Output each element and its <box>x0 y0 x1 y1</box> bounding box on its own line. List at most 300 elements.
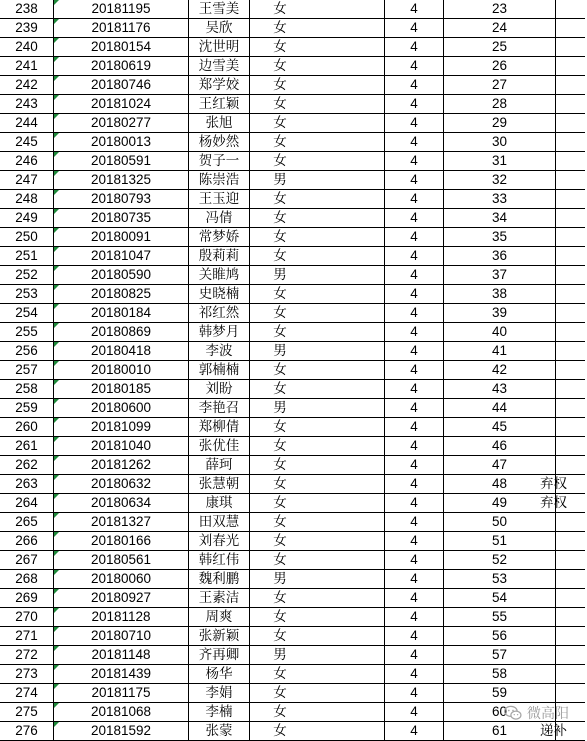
note-cell <box>556 38 586 57</box>
group-cell: 4 <box>385 361 444 380</box>
gender-cell: 女 <box>250 0 311 19</box>
rank-cell: 39 <box>444 304 556 323</box>
text-format-marker-icon <box>54 228 59 233</box>
student-id-cell: 20180927 <box>54 589 189 608</box>
student-id-cell: 20180735 <box>54 209 189 228</box>
group-cell: 4 <box>385 437 444 456</box>
note-cell <box>556 513 586 532</box>
row-number-cell: 260 <box>0 418 54 437</box>
note-cell <box>540 475 586 494</box>
table-row <box>0 627 585 646</box>
group-cell: 4 <box>385 76 444 95</box>
student-id-cell: 20180154 <box>54 38 189 57</box>
name-cell: 韩梦月 <box>189 323 250 342</box>
empty-cell <box>310 418 385 437</box>
table-row <box>0 608 585 627</box>
empty-cell <box>310 494 385 513</box>
name-cell: 张新颖 <box>189 627 250 646</box>
gender-cell: 女 <box>250 285 311 304</box>
table-row <box>0 152 585 171</box>
table-row <box>0 532 585 551</box>
row-number-cell: 250 <box>0 228 54 247</box>
row-number-cell: 264 <box>0 494 54 513</box>
note-cell <box>556 133 586 152</box>
name-cell: 王雪美 <box>189 0 250 19</box>
name-cell: 陈崇浩 <box>189 171 250 190</box>
student-id-cell: 20180277 <box>54 114 189 133</box>
table-row <box>0 665 585 684</box>
text-format-marker-icon <box>54 57 59 62</box>
name-cell: 沈世明 <box>189 38 250 57</box>
group-cell: 4 <box>385 551 444 570</box>
group-cell: 4 <box>385 608 444 627</box>
name-cell: 杨华 <box>189 665 250 684</box>
student-id-cell: 20181175 <box>54 684 189 703</box>
table-row <box>0 266 585 285</box>
rank-cell: 40 <box>444 323 556 342</box>
name-cell: 田双慧 <box>189 513 250 532</box>
name-cell: 关睢鸠 <box>189 266 250 285</box>
gender-cell: 女 <box>250 437 311 456</box>
text-format-marker-icon <box>54 247 59 252</box>
row-number-cell: 267 <box>0 551 54 570</box>
rank-cell: 30 <box>444 133 556 152</box>
empty-cell <box>310 722 385 741</box>
empty-cell <box>310 589 385 608</box>
group-cell: 4 <box>385 228 444 247</box>
gender-cell: 女 <box>250 551 311 570</box>
group-cell: 4 <box>385 38 444 57</box>
rank-cell: 32 <box>444 171 556 190</box>
student-id-cell: 20180091 <box>54 228 189 247</box>
row-number-cell: 276 <box>0 722 54 741</box>
rank-cell: 51 <box>444 532 556 551</box>
empty-cell <box>310 532 385 551</box>
note-text: 弃权 <box>540 495 567 510</box>
empty-cell <box>310 247 385 266</box>
student-id-cell: 20181040 <box>54 437 189 456</box>
gender-cell: 男 <box>250 171 311 190</box>
group-cell: 4 <box>385 627 444 646</box>
group-cell: 4 <box>385 304 444 323</box>
note-cell <box>556 456 586 475</box>
name-cell: 张蒙 <box>189 722 250 741</box>
name-cell: 吴欣 <box>189 19 250 38</box>
text-format-marker-icon <box>54 285 59 290</box>
name-cell: 边雪美 <box>189 57 250 76</box>
gender-cell: 女 <box>250 76 311 95</box>
rank-cell: 54 <box>444 589 556 608</box>
gender-cell: 女 <box>250 589 311 608</box>
empty-cell <box>310 456 385 475</box>
row-number-cell: 242 <box>0 76 54 95</box>
text-format-marker-icon <box>54 551 59 556</box>
name-cell: 王素洁 <box>189 589 250 608</box>
text-format-marker-icon <box>54 399 59 404</box>
note-cell <box>556 171 586 190</box>
gender-cell: 女 <box>250 513 311 532</box>
table-row <box>0 19 585 38</box>
row-number-cell: 257 <box>0 361 54 380</box>
note-cell <box>556 209 586 228</box>
empty-cell <box>310 304 385 323</box>
gender-cell: 女 <box>250 247 311 266</box>
rank-cell: 46 <box>444 437 556 456</box>
table-row <box>0 57 585 76</box>
rank-cell: 61 <box>444 722 556 741</box>
gender-cell: 女 <box>250 114 311 133</box>
rank-cell: 33 <box>444 190 556 209</box>
gender-cell: 男 <box>250 570 311 589</box>
empty-cell <box>310 646 385 665</box>
table-row <box>0 285 585 304</box>
group-cell: 4 <box>385 114 444 133</box>
note-cell <box>556 551 586 570</box>
gender-cell: 男 <box>250 342 311 361</box>
name-cell: 冯倩 <box>189 209 250 228</box>
text-format-marker-icon <box>54 304 59 309</box>
group-cell: 4 <box>385 570 444 589</box>
name-cell: 张优佳 <box>189 437 250 456</box>
empty-cell <box>310 152 385 171</box>
note-cell <box>556 114 586 133</box>
row-number-cell: 272 <box>0 646 54 665</box>
group-cell: 4 <box>385 665 444 684</box>
name-cell: 王红颖 <box>189 95 250 114</box>
text-format-marker-icon <box>54 190 59 195</box>
name-cell: 王玉迎 <box>189 190 250 209</box>
name-cell: 郑柳倩 <box>189 418 250 437</box>
rank-cell: 50 <box>444 513 556 532</box>
row-number-cell: 274 <box>0 684 54 703</box>
empty-cell <box>310 513 385 532</box>
table-row <box>0 551 585 570</box>
row-number-cell: 263 <box>0 475 54 494</box>
note-cell <box>556 361 586 380</box>
rank-cell: 53 <box>444 570 556 589</box>
name-cell: 常梦娇 <box>189 228 250 247</box>
gender-cell: 女 <box>250 133 311 152</box>
student-id-cell: 20181024 <box>54 95 189 114</box>
row-number-cell: 253 <box>0 285 54 304</box>
rank-cell: 55 <box>444 608 556 627</box>
gender-cell: 女 <box>250 209 311 228</box>
empty-cell <box>310 627 385 646</box>
rank-cell: 23 <box>444 0 556 19</box>
table-row <box>0 95 585 114</box>
text-format-marker-icon <box>54 665 59 670</box>
empty-cell <box>310 361 385 380</box>
table-row <box>0 380 585 399</box>
note-cell <box>556 627 586 646</box>
table-row <box>0 0 585 19</box>
note-text: 弃权 <box>540 476 567 491</box>
text-format-marker-icon <box>54 627 59 632</box>
gender-cell: 女 <box>250 304 311 323</box>
name-cell: 贺子一 <box>189 152 250 171</box>
empty-cell <box>310 285 385 304</box>
table-row <box>0 722 585 741</box>
note-cell <box>556 684 586 703</box>
note-cell <box>556 304 586 323</box>
student-id-cell: 20180590 <box>54 266 189 285</box>
text-format-marker-icon <box>54 494 59 499</box>
rank-cell: 27 <box>444 76 556 95</box>
gender-cell: 女 <box>250 361 311 380</box>
row-number-cell: 247 <box>0 171 54 190</box>
text-format-marker-icon <box>54 323 59 328</box>
gender-cell: 女 <box>250 494 311 513</box>
table-row <box>0 418 585 437</box>
rank-cell: 48 <box>444 475 556 494</box>
rank-cell: 59 <box>444 684 556 703</box>
note-cell <box>556 247 586 266</box>
group-cell: 4 <box>385 494 444 513</box>
text-format-marker-icon <box>54 152 59 157</box>
rank-cell: 52 <box>444 551 556 570</box>
row-number-cell: 256 <box>0 342 54 361</box>
table-row <box>0 171 585 190</box>
text-format-marker-icon <box>54 38 59 43</box>
row-number-cell: 254 <box>0 304 54 323</box>
group-cell: 4 <box>385 95 444 114</box>
empty-cell <box>310 475 385 494</box>
group-cell: 4 <box>385 532 444 551</box>
text-format-marker-icon <box>54 570 59 575</box>
name-cell: 刘春光 <box>189 532 250 551</box>
text-format-marker-icon <box>54 114 59 119</box>
name-cell: 刘盼 <box>189 380 250 399</box>
note-cell <box>556 646 586 665</box>
note-cell <box>556 437 586 456</box>
rank-cell: 37 <box>444 266 556 285</box>
group-cell: 4 <box>385 57 444 76</box>
empty-cell <box>310 76 385 95</box>
student-id-cell: 20181325 <box>54 171 189 190</box>
gender-cell: 女 <box>250 323 311 342</box>
note-cell <box>556 665 586 684</box>
student-id-cell: 20180060 <box>54 570 189 589</box>
group-cell: 4 <box>385 475 444 494</box>
text-format-marker-icon <box>54 342 59 347</box>
student-id-cell: 20181148 <box>54 646 189 665</box>
student-id-cell: 20181592 <box>54 722 189 741</box>
group-cell: 4 <box>385 589 444 608</box>
name-cell: 祁红然 <box>189 304 250 323</box>
gender-cell: 女 <box>250 152 311 171</box>
row-number-cell: 246 <box>0 152 54 171</box>
student-id-cell: 20180869 <box>54 323 189 342</box>
group-cell: 4 <box>385 418 444 437</box>
row-number-cell: 262 <box>0 456 54 475</box>
rank-cell: 49 <box>444 494 556 513</box>
group-cell: 4 <box>385 133 444 152</box>
gender-cell: 女 <box>250 475 311 494</box>
group-cell: 4 <box>385 684 444 703</box>
rank-cell: 47 <box>444 456 556 475</box>
note-cell <box>556 532 586 551</box>
text-format-marker-icon <box>54 133 59 138</box>
group-cell: 4 <box>385 190 444 209</box>
table-row <box>0 228 585 247</box>
empty-cell <box>310 57 385 76</box>
text-format-marker-icon <box>54 589 59 594</box>
name-cell: 康琪 <box>189 494 250 513</box>
gender-cell: 女 <box>250 665 311 684</box>
name-cell: 周爽 <box>189 608 250 627</box>
group-cell: 4 <box>385 247 444 266</box>
row-number-cell: 244 <box>0 114 54 133</box>
gender-cell: 女 <box>250 608 311 627</box>
text-format-marker-icon <box>54 475 59 480</box>
text-format-marker-icon <box>54 703 59 708</box>
student-id-cell: 20180418 <box>54 342 189 361</box>
student-id-cell: 20180634 <box>54 494 189 513</box>
rank-cell: 56 <box>444 627 556 646</box>
gender-cell: 女 <box>250 38 311 57</box>
note-cell <box>556 95 586 114</box>
empty-cell <box>310 266 385 285</box>
table-row <box>0 190 585 209</box>
text-format-marker-icon <box>54 361 59 366</box>
rank-cell: 42 <box>444 361 556 380</box>
name-cell: 魏利鹏 <box>189 570 250 589</box>
text-format-marker-icon <box>54 19 59 24</box>
gender-cell: 男 <box>250 399 311 418</box>
row-number-cell: 243 <box>0 95 54 114</box>
student-id-cell: 20181047 <box>54 247 189 266</box>
table-row <box>0 247 585 266</box>
name-cell: 韩红伟 <box>189 551 250 570</box>
note-cell <box>556 19 586 38</box>
rank-cell: 43 <box>444 380 556 399</box>
row-number-cell: 252 <box>0 266 54 285</box>
group-cell: 4 <box>385 380 444 399</box>
text-format-marker-icon <box>54 646 59 651</box>
rank-cell: 36 <box>444 247 556 266</box>
group-cell: 4 <box>385 342 444 361</box>
name-cell: 史晓楠 <box>189 285 250 304</box>
text-format-marker-icon <box>54 608 59 613</box>
empty-cell <box>310 665 385 684</box>
student-id-cell: 20181327 <box>54 513 189 532</box>
table-row <box>0 399 585 418</box>
note-cell <box>556 703 586 722</box>
text-format-marker-icon <box>54 456 59 461</box>
group-cell: 4 <box>385 0 444 19</box>
student-id-cell: 20181439 <box>54 665 189 684</box>
empty-cell <box>310 380 385 399</box>
row-number-cell: 240 <box>0 38 54 57</box>
text-format-marker-icon <box>54 209 59 214</box>
empty-cell <box>310 114 385 133</box>
row-number-cell: 261 <box>0 437 54 456</box>
gender-cell: 女 <box>250 456 311 475</box>
row-number-cell: 245 <box>0 133 54 152</box>
empty-cell <box>310 323 385 342</box>
group-cell: 4 <box>385 152 444 171</box>
group-cell: 4 <box>385 285 444 304</box>
watermark-text: 微高阳 <box>527 705 569 721</box>
note-cell <box>556 323 586 342</box>
text-format-marker-icon <box>54 532 59 537</box>
text-format-marker-icon <box>54 684 59 689</box>
student-id-cell: 20180561 <box>54 551 189 570</box>
note-cell <box>556 570 586 589</box>
student-id-cell: 20181176 <box>54 19 189 38</box>
student-id-cell: 20180619 <box>54 57 189 76</box>
gender-cell: 女 <box>250 627 311 646</box>
empty-cell <box>310 38 385 57</box>
empty-cell <box>310 608 385 627</box>
gender-cell: 女 <box>250 722 311 741</box>
row-number-cell: 275 <box>0 703 54 722</box>
group-cell: 4 <box>385 323 444 342</box>
group-cell: 4 <box>385 456 444 475</box>
row-number-cell: 266 <box>0 532 54 551</box>
student-id-cell: 20181128 <box>54 608 189 627</box>
table-row <box>0 494 585 513</box>
note-cell <box>556 152 586 171</box>
gender-cell: 女 <box>250 684 311 703</box>
table-row <box>0 703 585 722</box>
empty-cell <box>310 703 385 722</box>
name-cell: 郭楠楠 <box>189 361 250 380</box>
row-number-cell: 238 <box>0 0 54 19</box>
rank-cell: 41 <box>444 342 556 361</box>
empty-cell <box>310 19 385 38</box>
rank-cell: 45 <box>444 418 556 437</box>
rank-cell: 35 <box>444 228 556 247</box>
rank-cell: 58 <box>444 665 556 684</box>
row-number-cell: 269 <box>0 589 54 608</box>
text-format-marker-icon <box>54 437 59 442</box>
row-number-cell: 251 <box>0 247 54 266</box>
row-number-cell: 248 <box>0 190 54 209</box>
note-cell <box>556 266 586 285</box>
name-cell: 殷莉莉 <box>189 247 250 266</box>
name-cell: 薛珂 <box>189 456 250 475</box>
student-id-cell: 20180600 <box>54 399 189 418</box>
student-id-cell: 20180793 <box>54 190 189 209</box>
empty-cell <box>310 551 385 570</box>
gender-cell: 女 <box>250 418 311 437</box>
student-id-cell: 20180632 <box>54 475 189 494</box>
table-row <box>0 342 585 361</box>
group-cell: 4 <box>385 19 444 38</box>
student-id-cell: 20180184 <box>54 304 189 323</box>
gender-cell: 女 <box>250 95 311 114</box>
gender-cell: 男 <box>250 646 311 665</box>
text-format-marker-icon <box>54 380 59 385</box>
note-text: 递补 <box>540 723 567 738</box>
group-cell: 4 <box>385 513 444 532</box>
empty-cell <box>310 399 385 418</box>
student-id-cell: 20181068 <box>54 703 189 722</box>
row-number-cell: 271 <box>0 627 54 646</box>
text-format-marker-icon <box>54 513 59 518</box>
group-cell: 4 <box>385 646 444 665</box>
note-cell <box>556 57 586 76</box>
table-row <box>0 456 585 475</box>
note-cell <box>556 608 586 627</box>
rank-cell: 28 <box>444 95 556 114</box>
table-row <box>0 513 585 532</box>
student-id-cell: 20180746 <box>54 76 189 95</box>
group-cell: 4 <box>385 399 444 418</box>
table-row <box>0 437 585 456</box>
rank-cell: 26 <box>444 57 556 76</box>
